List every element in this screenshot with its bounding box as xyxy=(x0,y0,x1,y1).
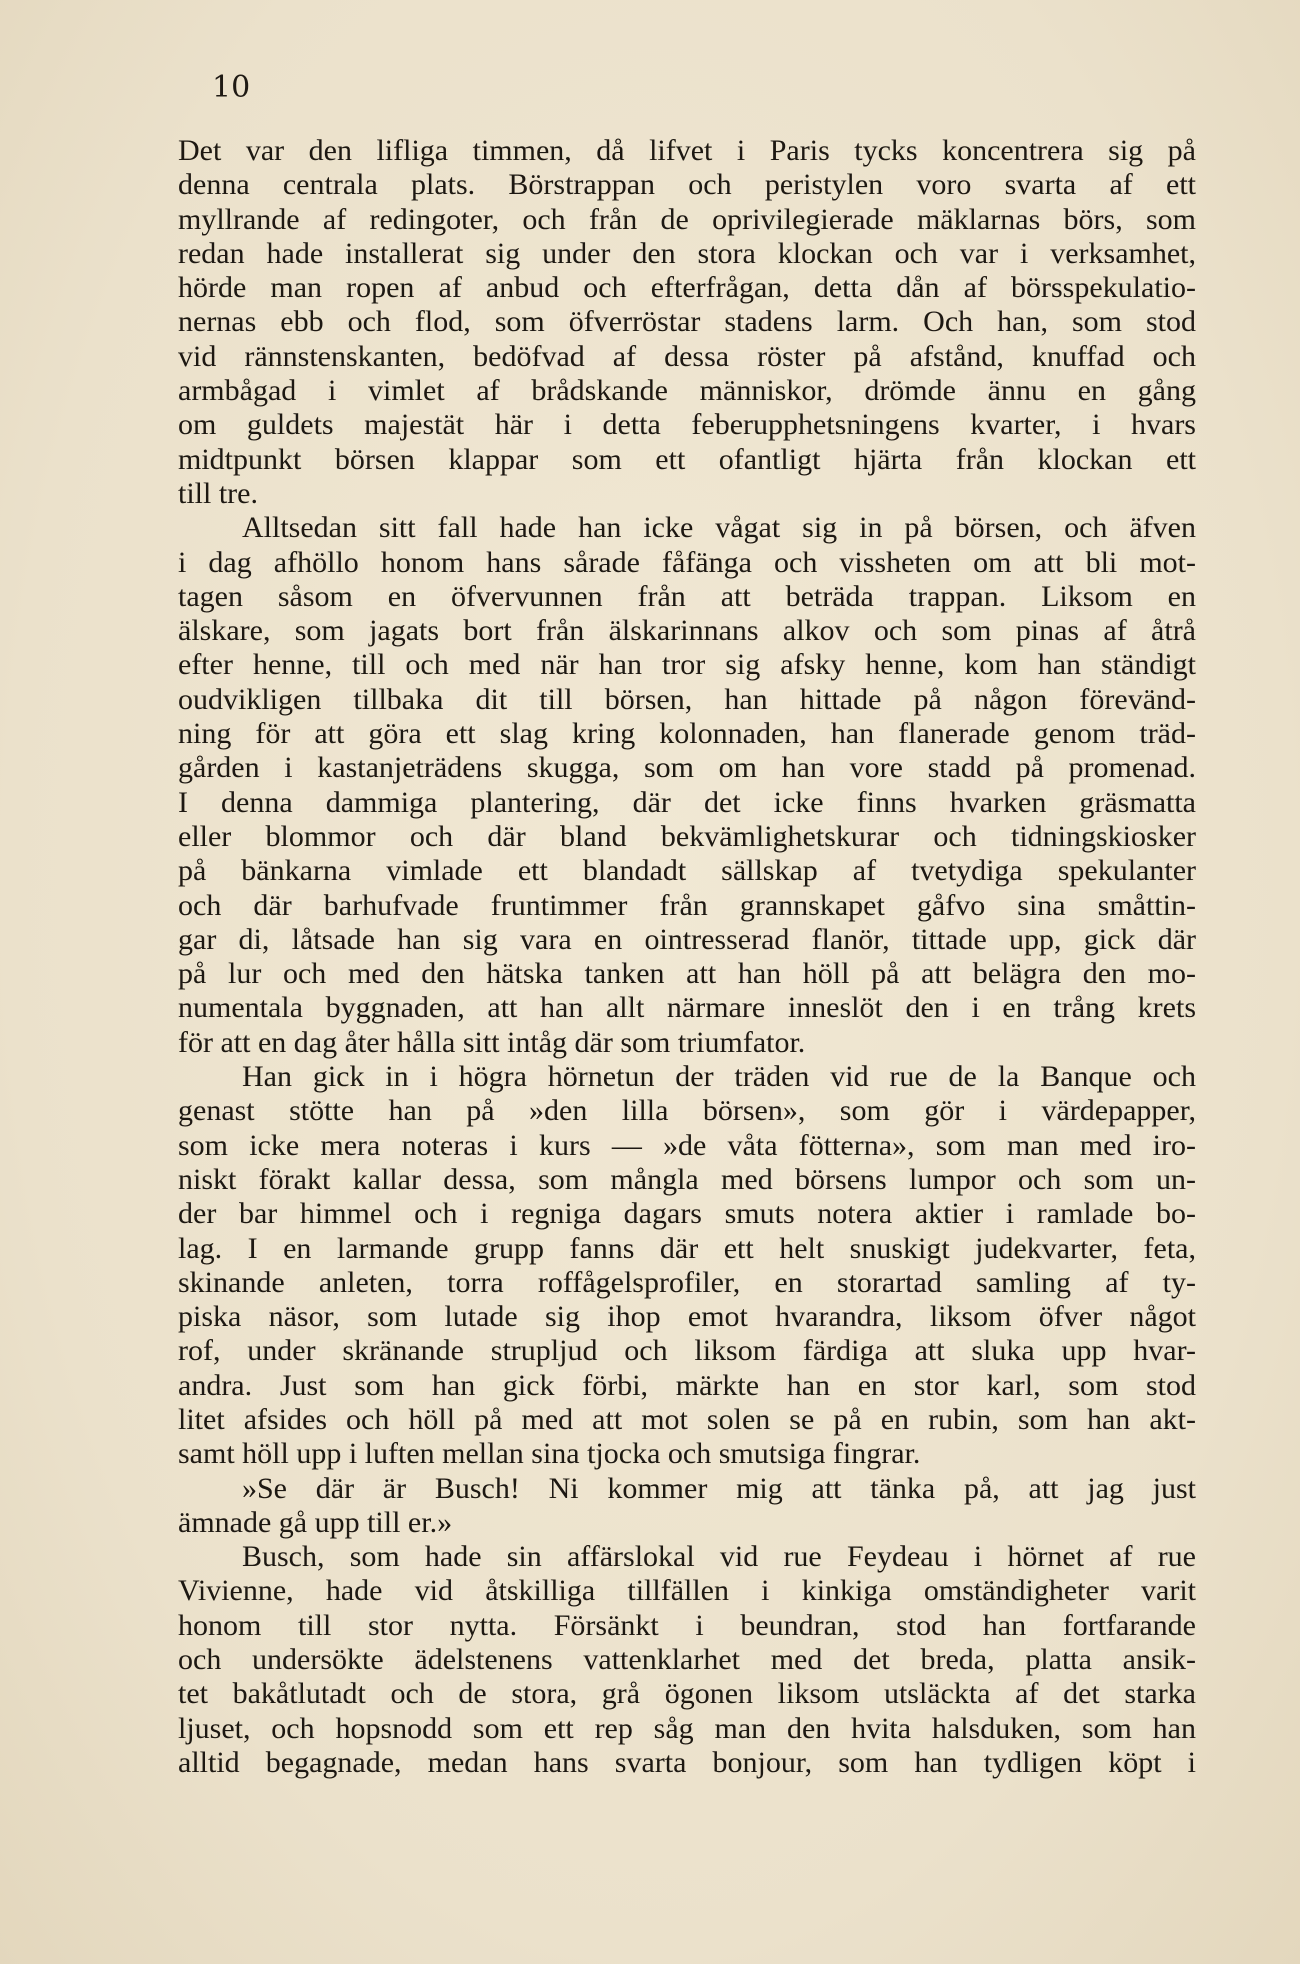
text-line: ljuset, och hopsnodd som ett rep såg man den hvita halsduken, som han xyxy=(178,1711,1196,1745)
text-line: som icke mera noteras i kurs — »de våta fötterna», som man med iro- xyxy=(178,1128,1196,1162)
text-line: eller blommor och där bland bekvämlighetskurar och tidningskiosker xyxy=(178,819,1196,853)
paragraph xyxy=(178,134,1196,511)
text-line: armbågad i vimlet af brådskande människor, drömde ännu en gång xyxy=(178,374,1196,408)
text-line: för att en dag åter hålla sitt intåg där som triumfator. xyxy=(178,1025,806,1059)
paragraph xyxy=(178,1540,1196,1780)
text-line: tagen såsom en öfvervunnen från att beträda trappan. Liksom en xyxy=(178,579,1196,613)
text-line: nernas ebb och flod, som öfverröstar stadens larm. Och han, som stod xyxy=(178,305,1196,339)
text-line: Alltsedan sitt fall hade han icke vågat sig in på börsen, och äfven xyxy=(242,511,1196,545)
text-line: på bänkarna vimlade ett blandadt sällskap af tvetydiga spekulanter xyxy=(178,854,1196,888)
body-text xyxy=(178,134,1196,1780)
text-line: denna centrala plats. Börstrappan och peristylen voro svarta af ett xyxy=(178,168,1196,202)
paragraph xyxy=(178,1060,1196,1472)
text-line: »Se där är Busch! Ni kommer mig att tänka på, att jag just xyxy=(242,1471,1196,1505)
text-line: numentala byggnaden, att han allt närmare inneslöt den i en trång krets xyxy=(178,991,1196,1025)
paragraph xyxy=(178,1472,1196,1541)
text-line: gar di, låtsade han sig vara en ointresserad flanör, tittade upp, gick där xyxy=(178,922,1196,956)
text-line: rof, under skränande strupljud och liksom färdiga att sluka upp hvar- xyxy=(178,1334,1196,1368)
text-line: Han gick in i högra hörnetun der träden vid rue de la Banque och xyxy=(242,1060,1196,1094)
text-line: ning för att göra ett slag kring kolonnaden, han flanerade genom träd- xyxy=(178,717,1196,751)
text-line: Busch, som hade sin affärslokal vid rue Feydeau i hörnet af rue xyxy=(242,1540,1196,1574)
text-line: efter henne, till och med när han tror sig afsky henne, kom han ständigt xyxy=(178,648,1196,682)
text-line: till tre. xyxy=(178,476,258,510)
paragraph xyxy=(178,511,1196,1060)
text-line: och undersökte ädelstenens vattenklarhet med det breda, platta ansik- xyxy=(178,1643,1196,1677)
text-line: I denna dammiga plantering, där det icke finns hvarken gräsmatta xyxy=(178,785,1196,819)
text-line: i dag afhöllo honom hans sårade fåfänga och vissheten om att bli mot- xyxy=(178,545,1196,579)
text-line: tet bakåtlutadt och de stora, grå ögonen liksom utsläckta af det starka xyxy=(178,1677,1196,1711)
text-line: och där barhufvade fruntimmer från grannskapet gåfvo sina småttin- xyxy=(178,888,1196,922)
text-line: gården i kastanjeträdens skugga, som om han vore stadd på promenad. xyxy=(178,751,1196,785)
text-line: piska näsor, som lutade sig ihop emot hvarandra, liksom öfver något xyxy=(178,1300,1196,1334)
text-line: samt höll upp i luften mellan sina tjocka och smutsiga fingrar. xyxy=(178,1437,921,1471)
text-line: niskt förakt kallar dessa, som mångla med börsens lumpor och som un- xyxy=(178,1162,1196,1196)
text-line: ämnade gå upp till er.» xyxy=(178,1505,453,1539)
text-line: vid rännstenskanten, bedöfvad af dessa röster på afstånd, knuffad och xyxy=(178,339,1196,373)
text-line: myllrande af redingoter, och från de oprivilegierade mäklarnas börs, som xyxy=(178,202,1196,236)
text-line: litet afsides och höll på med att mot solen se på en rubin, som han akt- xyxy=(178,1402,1196,1436)
text-line: der bar himmel och i regniga dagars smuts notera aktier i ramlade bo- xyxy=(178,1197,1196,1231)
text-line: alltid begagnade, medan hans svarta bonjour, som han tydligen köpt i xyxy=(178,1745,1196,1779)
text-line: honom till stor nytta. Försänkt i beundran, stod han fortfarande xyxy=(178,1608,1196,1642)
text-line: Det var den lifliga timmen, då lifvet i Paris tycks koncentrera sig på xyxy=(178,134,1196,167)
text-line: oudvikligen tillbaka dit till börsen, han hittade på någon förevänd- xyxy=(178,682,1196,716)
text-line: midtpunkt börsen klappar som ett ofantligt hjärta från klockan ett xyxy=(178,442,1196,476)
text-line: lag. I en larmande grupp fanns där ett helt snuskigt judekvarter, feta, xyxy=(178,1231,1196,1265)
text-line: älskare, som jagats bort från älskarinnans alkov och som pinas af åtrå xyxy=(178,614,1196,648)
text-line: skinande anleten, torra roffågelsprofiler, en storartad samling af ty- xyxy=(178,1265,1196,1299)
text-line: genast stötte han på »den lilla börsen», som gör i värdepapper, xyxy=(178,1094,1196,1128)
text-line: andra. Just som han gick förbi, märkte han en stor karl, som stod xyxy=(178,1368,1196,1402)
page-number: 10 xyxy=(212,70,251,105)
text-line: Vivienne, hade vid åtskilliga tillfällen i kinkiga omständigheter varit xyxy=(178,1574,1196,1608)
text-line: hörde man ropen af anbud och efterfrågan, detta dån af börsspekulatio- xyxy=(178,271,1196,305)
text-line: på lur och med den hätska tanken att han höll på att belägra den mo- xyxy=(178,957,1196,991)
text-line: om guldets majestät här i detta feberupphetsningens kvarter, i hvars xyxy=(178,408,1196,442)
text-line: redan hade installerat sig under den stora klockan och var i verksamhet, xyxy=(178,236,1196,270)
